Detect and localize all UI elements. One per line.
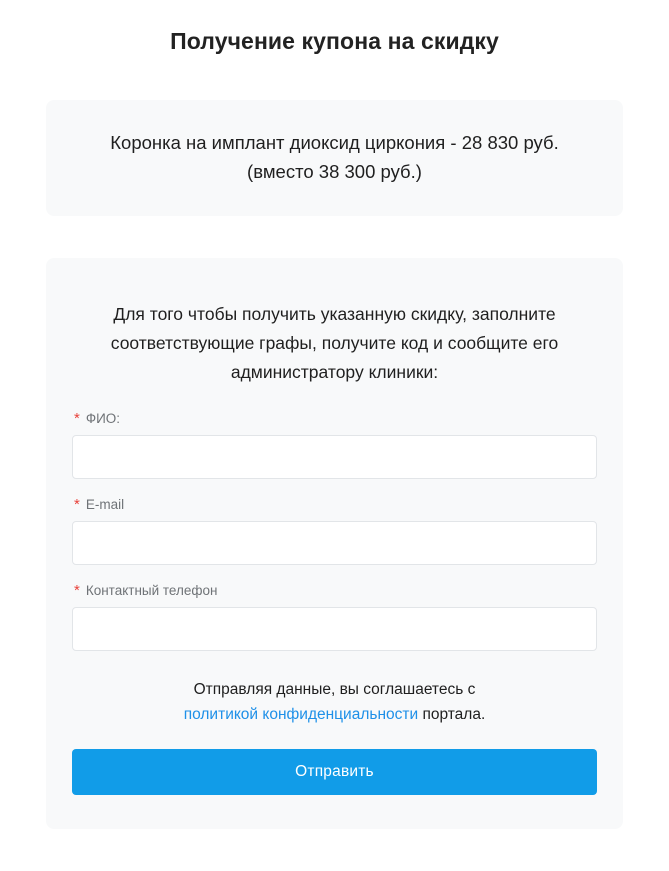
field-phone-label bbox=[74, 583, 597, 598]
field-fio-label bbox=[74, 411, 597, 426]
consent-text bbox=[72, 677, 597, 727]
offer-text bbox=[74, 128, 595, 186]
field-email-label-text: E-mail bbox=[85, 497, 125, 512]
offer-line-2: (вместо 38 300 руб.) bbox=[247, 161, 422, 182]
field-phone bbox=[72, 583, 597, 651]
field-email-label bbox=[74, 497, 597, 512]
page-title: Получение купона на скидку bbox=[170, 28, 499, 54]
form-intro bbox=[76, 300, 593, 387]
consent-text-after: портала. bbox=[418, 706, 486, 723]
offer-line-1: Коронка на имплант диоксид циркония - 28 830 руб. bbox=[110, 132, 559, 153]
privacy-policy-link[interactable]: политикой конфиденциальности bbox=[183, 706, 419, 723]
field-fio-label-text: ФИО: bbox=[85, 411, 121, 426]
submit-button[interactable]: Отправить bbox=[72, 749, 597, 795]
field-email bbox=[72, 497, 597, 565]
field-fio bbox=[72, 411, 597, 479]
email-input[interactable] bbox=[72, 521, 597, 565]
required-marker-icon: * bbox=[74, 410, 80, 427]
required-marker-icon: * bbox=[74, 496, 80, 513]
fio-input[interactable] bbox=[72, 435, 597, 479]
field-phone-label-text: Контактный телефон bbox=[85, 583, 218, 598]
offer-card bbox=[46, 100, 623, 216]
form-intro-line-1: Для того чтобы получить указанную скидку, bbox=[113, 304, 467, 324]
phone-input[interactable] bbox=[72, 607, 597, 651]
form-intro-line-3: сообщите его администратору клиники: bbox=[230, 333, 559, 382]
consent-text-before: Отправляя данные, вы соглашаетесь с bbox=[193, 681, 476, 698]
form-intro-line-2: заполните соответствующие графы, получите код и bbox=[110, 304, 556, 353]
required-marker-icon: * bbox=[74, 582, 80, 599]
coupon-form-card bbox=[46, 258, 623, 829]
